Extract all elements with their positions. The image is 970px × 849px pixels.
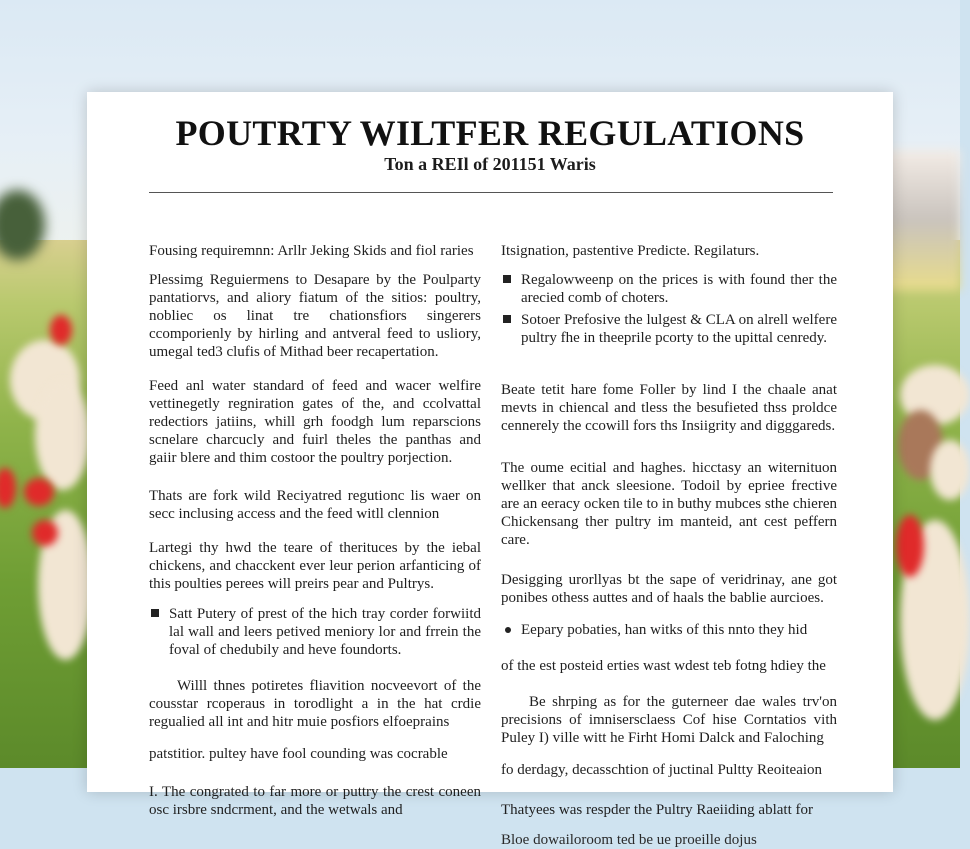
paragraph: of the est posteid erties wast wdest teb fotng hdiey the bbox=[501, 658, 826, 674]
bullet-item bbox=[501, 621, 837, 639]
numbered-paragraph: I. The congrated to far more or puttry the crest coneen osc irsbre sndcrment, and the wetwals and bbox=[149, 784, 481, 818]
paragraph: Willl thnes potiretes fliavition nocveevort of the cousstar rcoperaus in torodlight a in the hat crdie regualied all int and hitr muie posfiors elfoeprains bbox=[149, 678, 481, 730]
bullet-text: Sotoer Prefosive the lulgest & CLA on alrell welfere pultry fhe in theeprile pcorty to the upittal cenredy. bbox=[521, 312, 837, 346]
paragraph: patstitior. pultey have fool counding was cocrable bbox=[149, 746, 448, 762]
document-title: POUTRTY WILTFER REGULATIONS bbox=[175, 113, 805, 153]
bullet-item bbox=[149, 605, 481, 659]
paragraph: The oume ecitial and haghes. hicctasy an witernituon wellker that anck sleesione. Todoil by epriee frective are an eeracy ocken tile to in buthy mubces sthe chieren Chickensang ther pultry im manteid, ant cest peffern care. bbox=[501, 460, 837, 548]
chicken-comb bbox=[24, 478, 54, 506]
bullet-text: Eepary pobaties, han witks of this nnto they hid bbox=[521, 622, 808, 638]
paragraph: Bloe dowailoroom ted be ue proeille dojus bbox=[501, 832, 757, 848]
paragraph: Lartegi thy hwd the teare of therituces by the iebal chickens, and chacckent ever leur perion arfanticing of this poulties perees will preirs pear and Pultrys. bbox=[149, 540, 481, 592]
round-bullet-icon bbox=[505, 627, 511, 633]
chicken-right-mid bbox=[930, 440, 970, 500]
bullet-item bbox=[501, 311, 837, 347]
chicken-left-mid bbox=[35, 380, 90, 490]
paragraph: Thatyees was respder the Pultry Raeiiding ablatt for bbox=[501, 802, 813, 818]
chicken-comb bbox=[896, 515, 924, 577]
paragraph: Plessimg Reguiermens to Desapare by the Poulparty pantatiorvs, and aliory fiatum of the sitios: poultry, nobliec os linat tre chationsfiors singerers ccomporienly by hirling and antveral feed to usliory, umegal ted3 clufis of Mithad beer recapertation. bbox=[149, 272, 481, 360]
paragraph: Beate tetit hare fome Foller by lind I the chaale anat mevts in chiencal and tless the besufieted thss proldce cennerely the ccowill fors ths Insiigrity and digggareds. bbox=[501, 382, 837, 434]
title-divider bbox=[149, 192, 833, 193]
bullet-item bbox=[501, 271, 837, 307]
left-column bbox=[149, 242, 481, 819]
chicken-comb bbox=[50, 315, 72, 345]
square-bullet-icon bbox=[151, 609, 159, 617]
paragraph: Be shrping as for the guterneer dae wales trv'on precisions of imnisersclaess Cof hise Corntatios vith Puley I) ville witt he Firht Homi Dalck and Faloching bbox=[501, 694, 837, 746]
paragraph: Desigging urorllyas bt the sape of veridrinay, ane got ponibes othess auttes and of haals the bablie aurcioes. bbox=[501, 572, 837, 606]
document-subtitle: Ton a REIl of 201151 Waris bbox=[384, 154, 596, 174]
chicken-wattle bbox=[32, 520, 58, 546]
section-heading: Itsignation, pastentive Predicte. Regilaturs. bbox=[501, 243, 760, 259]
square-bullet-icon bbox=[503, 315, 511, 323]
bullet-text: Regalowweenp on the prices is with found ther the arecied comb of choters. bbox=[521, 272, 837, 306]
paragraph: Thats are fork wild Reciyatred regutionc lis waer on secc inclusing access and the feed witll clennion bbox=[149, 488, 481, 522]
section-heading: Fousing requiremnn: Arllr Jeking Skids and fiol raries bbox=[149, 243, 474, 259]
regulations-document bbox=[87, 92, 893, 848]
paragraph: fo derdagy, decasschtion of juctinal Pultty Reoiteaion bbox=[501, 762, 823, 778]
bullet-text: Satt Putery of prest of the hich tray corder forwiitd lal wall and leers petived meniory lor and frrein the foval of chedubily and heve foundorts. bbox=[169, 606, 481, 658]
paragraph: Feed anl water standard of feed and wacer welfire vettinegetly regniration gates of the, and ccolvattal redectiors jatiins, whill grh foodgh lum reparscions scnelare charcucly and fuirl theles the panthas and gaiir blere and thim costoor the poultry porjection. bbox=[149, 378, 481, 466]
right-column bbox=[501, 242, 837, 849]
square-bullet-icon bbox=[503, 275, 511, 283]
